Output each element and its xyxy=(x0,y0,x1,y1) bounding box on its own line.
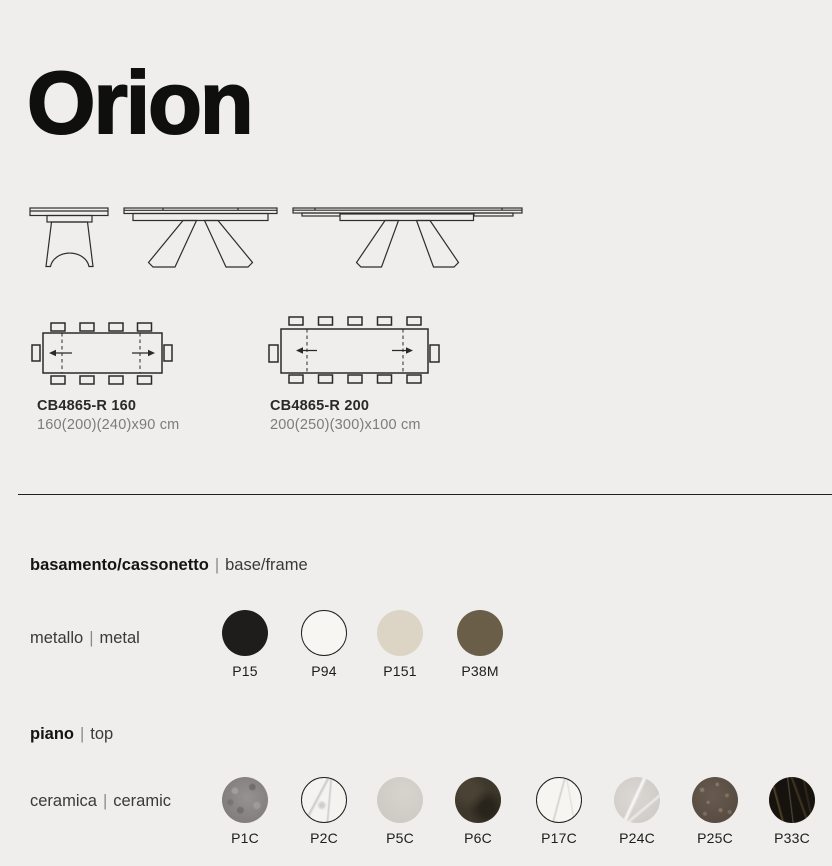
swatch-P25C xyxy=(692,777,738,846)
swatch-P5C xyxy=(377,777,423,846)
material-label-metal xyxy=(30,629,140,648)
arrow-head-icon xyxy=(148,350,155,356)
swatch-circle-P151 xyxy=(377,610,423,656)
chair-icon xyxy=(348,317,362,325)
arrow-head-icon xyxy=(49,350,56,356)
heading-separator: | xyxy=(214,556,220,574)
swatch-code: P17C xyxy=(541,830,577,846)
product-code: CB4865-R 200 xyxy=(270,398,370,414)
swatch-code: P24C xyxy=(619,830,655,846)
chair-icon xyxy=(348,375,362,383)
chair-icon xyxy=(407,375,421,383)
heading-italian: piano xyxy=(30,725,74,743)
section-divider xyxy=(18,494,832,495)
swatch-code: P15 xyxy=(232,663,258,679)
side-view-200-drawing xyxy=(293,208,522,267)
material-italian: metallo xyxy=(30,629,84,647)
swatch-P33C xyxy=(769,777,815,846)
chair-icon xyxy=(378,375,392,383)
chair-icon xyxy=(289,317,303,325)
heading-italian: basamento/cassonetto xyxy=(30,556,209,574)
chair-icon xyxy=(109,323,123,331)
arrow-head-icon xyxy=(296,347,303,353)
heading-english: base/frame xyxy=(225,556,308,574)
heading-separator: | xyxy=(80,725,85,743)
swatch-P94 xyxy=(301,610,347,679)
swatch-P15 xyxy=(222,610,268,679)
product-dimensions: 200(250)(300)x100 cm xyxy=(270,417,421,433)
swatch-P2C xyxy=(301,777,347,846)
chair-icon xyxy=(407,317,421,325)
end-view-drawing xyxy=(30,208,108,267)
swatch-code: P94 xyxy=(311,663,337,679)
chair-icon xyxy=(80,323,94,331)
arrow-head-icon xyxy=(406,347,413,353)
swatch-P24C xyxy=(614,777,660,846)
material-separator: | xyxy=(102,792,108,810)
plan-view-200 xyxy=(269,317,439,383)
chair-icon xyxy=(109,376,123,384)
swatch-P6C xyxy=(455,777,501,846)
swatch-P38M xyxy=(457,610,503,679)
product-dimensions: 160(200)(240)x90 cm xyxy=(37,417,180,433)
swatch-code: P38M xyxy=(461,663,499,679)
material-english: ceramic xyxy=(113,792,171,810)
swatch-circle-P24C xyxy=(614,777,660,823)
section-heading-top xyxy=(30,725,113,744)
chair-icon xyxy=(138,376,152,384)
material-separator: | xyxy=(89,629,94,647)
product-160 xyxy=(37,398,179,433)
swatch-P151 xyxy=(377,610,423,679)
swatch-circle-P2C xyxy=(301,777,347,823)
chair-icon xyxy=(51,376,65,384)
chair-icon xyxy=(32,345,40,361)
chair-icon xyxy=(269,345,278,362)
swatch-circle-P5C xyxy=(377,777,423,823)
swatch-code: P1C xyxy=(231,830,259,846)
swatch-code: P25C xyxy=(697,830,733,846)
swatch-code: P2C xyxy=(310,830,338,846)
swatch-code: P6C xyxy=(464,830,492,846)
swatch-circle-P38M xyxy=(457,610,503,656)
chair-icon xyxy=(51,323,65,331)
swatch-P17C xyxy=(536,777,582,846)
side-view-160-drawing xyxy=(124,208,277,267)
plan-view-160 xyxy=(32,323,172,384)
material-italian: ceramica xyxy=(30,792,97,810)
chair-icon xyxy=(378,317,392,325)
swatch-circle-P33C xyxy=(769,777,815,823)
product-code: CB4865-R 160 xyxy=(37,398,137,414)
plan-drawings xyxy=(0,308,832,400)
swatch-circle-P15 xyxy=(222,610,268,656)
swatch-code: P33C xyxy=(774,830,810,846)
swatch-P1C xyxy=(222,777,268,846)
swatch-circle-P1C xyxy=(222,777,268,823)
heading-english: top xyxy=(90,725,114,743)
section-heading-base xyxy=(30,556,308,575)
chair-icon xyxy=(80,376,94,384)
swatch-circle-P6C xyxy=(455,777,501,823)
chair-icon xyxy=(319,317,333,325)
chair-icon xyxy=(138,323,152,331)
chair-icon xyxy=(319,375,333,383)
chair-icon xyxy=(164,345,172,361)
material-label-ceramic xyxy=(30,792,171,811)
product-200 xyxy=(270,398,421,433)
page-title: Orion xyxy=(27,52,252,152)
chair-icon xyxy=(430,345,439,362)
swatch-code: P151 xyxy=(383,663,417,679)
swatch-circle-P17C xyxy=(536,777,582,823)
material-english: metal xyxy=(99,629,140,647)
swatch-code: P5C xyxy=(386,830,414,846)
swatch-circle-P94 xyxy=(301,610,347,656)
swatch-circle-P25C xyxy=(692,777,738,823)
chair-icon xyxy=(289,375,303,383)
elevation-drawings xyxy=(0,190,832,280)
